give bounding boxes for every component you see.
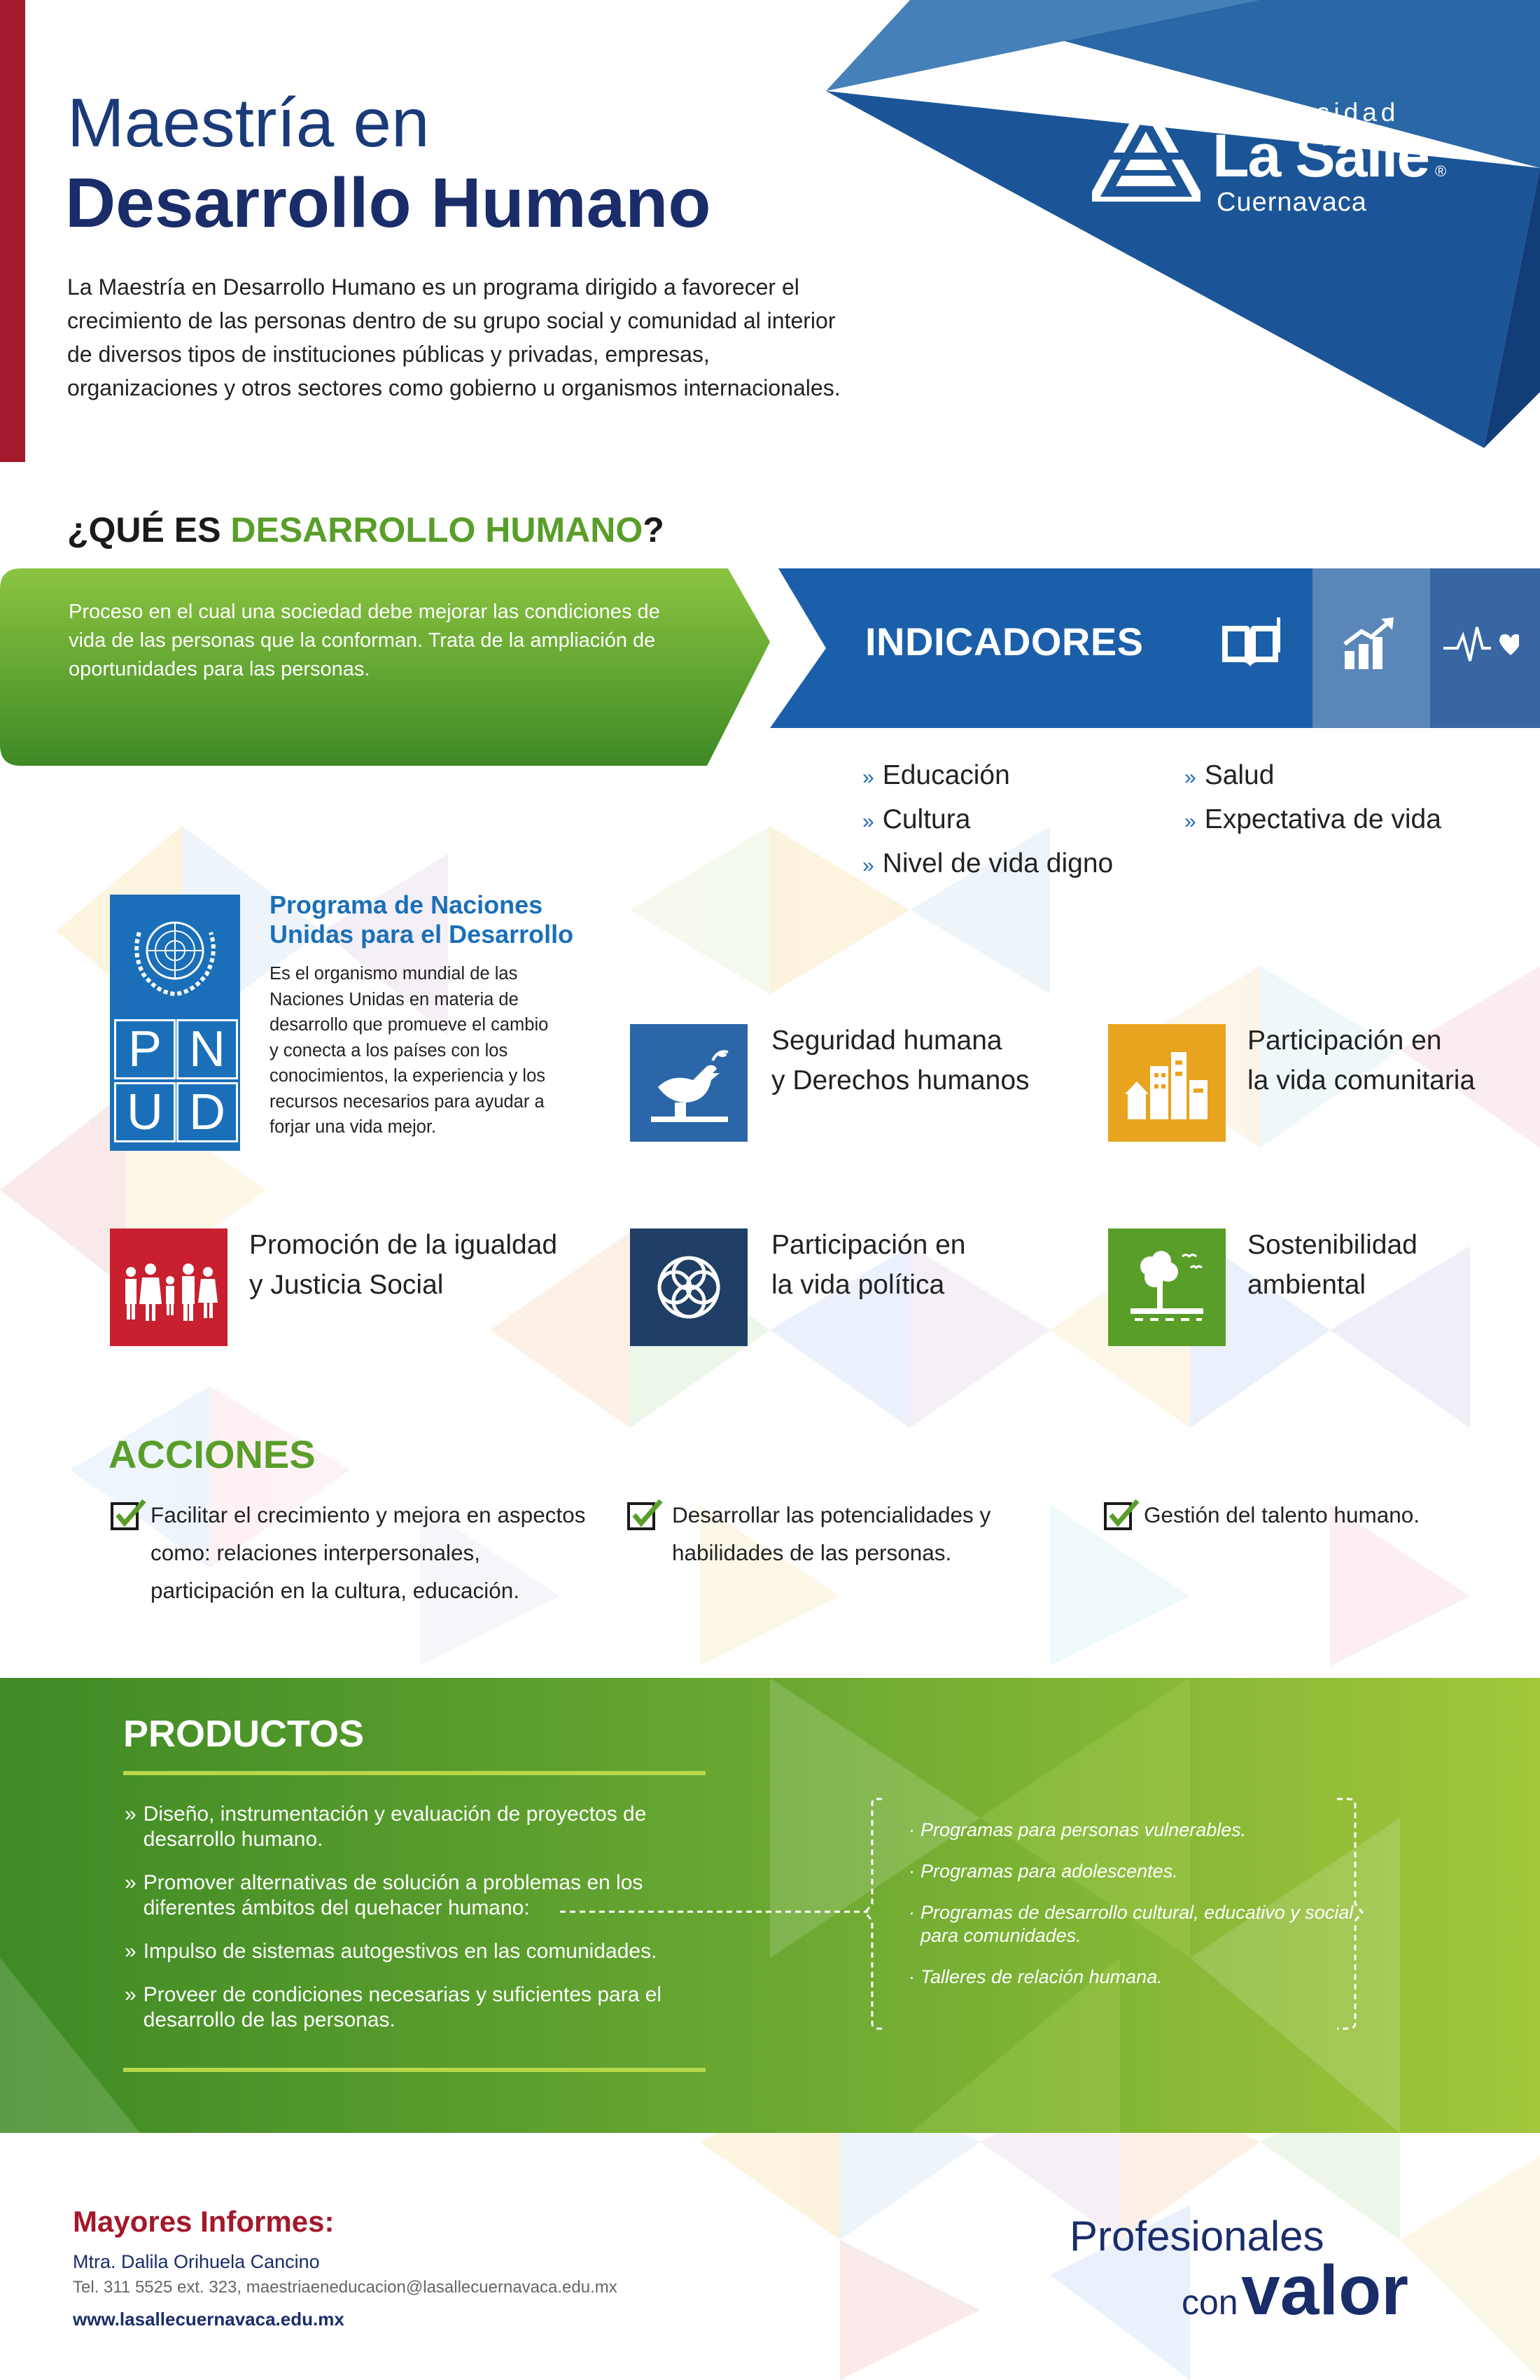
area-label-politics: Participación en la vida política	[771, 1230, 966, 1300]
city-buildings-icon	[1108, 1024, 1226, 1142]
logo-cuernavaca: Cuernavaca	[1217, 188, 1367, 217]
indicators-list-col1	[862, 755, 1113, 887]
header-triangle-graphic	[826, 0, 1540, 455]
checkbox-icon	[111, 1498, 147, 1532]
page-title-line2: Desarrollo Humano	[65, 164, 711, 242]
product-sub-item: · Talleres de relación humana.	[909, 1966, 1163, 1987]
footer-contact-name: Mtra. Dalila Orihuela Cancino	[73, 2251, 320, 2272]
action-item-2: Desarrollar las potencialidades y habilidades de las personas.	[672, 1502, 991, 1565]
intro-paragraph: La Maestría en Desarrollo Humano es un programa dirigido a favorecer el crecimiento de las personas dentro de su grupo social y comunidad al interior de diversos tipos de instituciones públicas y privadas, empresas, organizaciones y otros sectores como gobierno u organismos internacionales.	[67, 274, 841, 400]
what-is-heading	[67, 510, 664, 550]
indicator-item: » Expectativa de vida	[1184, 804, 1441, 834]
product-item: » Impulso de sistemas autogestivos en las comunidades.	[125, 1940, 657, 1963]
tree-landscape-icon	[1108, 1228, 1226, 1346]
pnud-letter-p: P	[114, 1019, 176, 1079]
product-item: » Diseño, instrumentación y evaluación de proyectos de desarrollo humano.	[125, 1802, 647, 1851]
growth-chart-icon	[1340, 616, 1396, 672]
product-item: » Promover alternativas de solución a problemas en los diferentes ámbitos del quehacer humano:	[125, 1871, 643, 1919]
products-sub-list	[909, 1819, 1357, 1989]
book-icon	[1218, 616, 1282, 672]
area-square-community	[1108, 1024, 1226, 1142]
logo-universidad: Universidad	[1217, 98, 1400, 127]
logo-registered: ®	[1435, 162, 1447, 180]
area-label-equality: Promoción de la igualdad y Justicia Social	[249, 1230, 558, 1300]
products-heading: PRODUCTOS	[123, 1713, 365, 1755]
area-square-security	[630, 1024, 748, 1142]
logo-lasalle: La Salle	[1212, 122, 1429, 190]
pnud-letter-n: N	[176, 1019, 238, 1079]
what-is-highlight: DESARROLLO HUMANO	[230, 510, 643, 550]
what-is-suffix: ?	[643, 510, 664, 550]
footer-contact-details: Tel. 311 5525 ext. 323, maestriaeneducacion@lasallecuernavaca.edu.mx	[73, 2278, 617, 2297]
slogan-valor: valor	[1241, 2251, 1409, 2330]
slogan-con: con	[1182, 2283, 1238, 2322]
products-heading-underline	[123, 1771, 706, 1775]
indicator-item: » Salud	[1184, 760, 1275, 790]
footer-heading: Mayores Informes:	[73, 2205, 335, 2238]
dove-gavel-icon	[630, 1024, 748, 1142]
area-label-environment: Sostenibilidad ambiental	[1247, 1230, 1418, 1300]
lasalle-triangle-icon	[1092, 104, 1200, 202]
indicator-item: » Educación	[862, 760, 1010, 790]
product-sub-item: · Programas para personas vulnerables.	[909, 1819, 1247, 1840]
page-title-line1: Maestría en	[67, 84, 430, 161]
interlocking-circles-icon	[630, 1228, 748, 1346]
area-square-equality	[110, 1228, 227, 1346]
pnud-title: Programa de Naciones Unidas para el Desarrollo	[270, 890, 574, 948]
indicators-list-col2	[1184, 755, 1441, 843]
product-sub-item: · Programas para adolescentes.	[909, 1861, 1178, 1882]
university-logo	[1092, 98, 1484, 224]
slogan-line2	[1182, 2251, 1409, 2330]
area-label-community: Participación en la vida comunitaria	[1247, 1026, 1476, 1096]
products-underline	[123, 2068, 706, 2072]
indicator-item: » Cultura	[862, 804, 971, 834]
product-sub-item: · Programas de desarrollo cultural, educativo y social para comunidades.	[909, 1902, 1354, 1946]
area-square-politics	[630, 1228, 748, 1346]
pnud-logo	[110, 895, 240, 1151]
action-item-1: Facilitar el crecimiento y mejora en aspectos como: relaciones interpersonales, participación en la cultura, educación.	[150, 1502, 586, 1603]
un-emblem-icon	[122, 904, 227, 1002]
product-item: » Proveer de condiciones necesarias y suficientes para el desarrollo de las personas.	[125, 1983, 662, 2031]
slogan-line1: Profesionales	[1070, 2213, 1324, 2260]
checkbox-icon	[1104, 1498, 1140, 1532]
red-accent-bar	[0, 0, 25, 462]
indicator-item: » Nivel de vida digno	[862, 848, 1114, 878]
pnud-letter-u: U	[114, 1082, 176, 1142]
indicators-title: INDICADORES	[865, 620, 1144, 664]
area-square-environment	[1108, 1228, 1226, 1346]
pnud-body: Es el organismo mundial de las Naciones Unidas en materia de desarrollo que promueve el cambio y conecta a los países con los conocimientos, la experiencia y los recursos necesarios para ayudar a forjar una vida mejor.	[270, 964, 549, 1137]
what-is-prefix: ¿QUÉ ES	[67, 510, 231, 550]
definition-text: Proceso en el cual una sociedad debe mejorar las condiciones de vida de las personas que la conforman. Trata de la ampliación de oportunidades para las personas.	[69, 601, 660, 680]
area-label-security: Seguridad humana y Derechos humanos	[771, 1026, 1030, 1096]
checkbox-icon	[627, 1498, 664, 1532]
pnud-letter-d: D	[176, 1082, 238, 1142]
footer-website-link[interactable]: www.lasallecuernavaca.edu.mx	[73, 2309, 344, 2330]
actions-heading: ACCIONES	[108, 1432, 316, 1476]
people-family-icon	[110, 1228, 227, 1346]
action-item-3: Gestión del talento humano.	[1144, 1502, 1420, 1527]
heartbeat-icon	[1442, 620, 1519, 669]
